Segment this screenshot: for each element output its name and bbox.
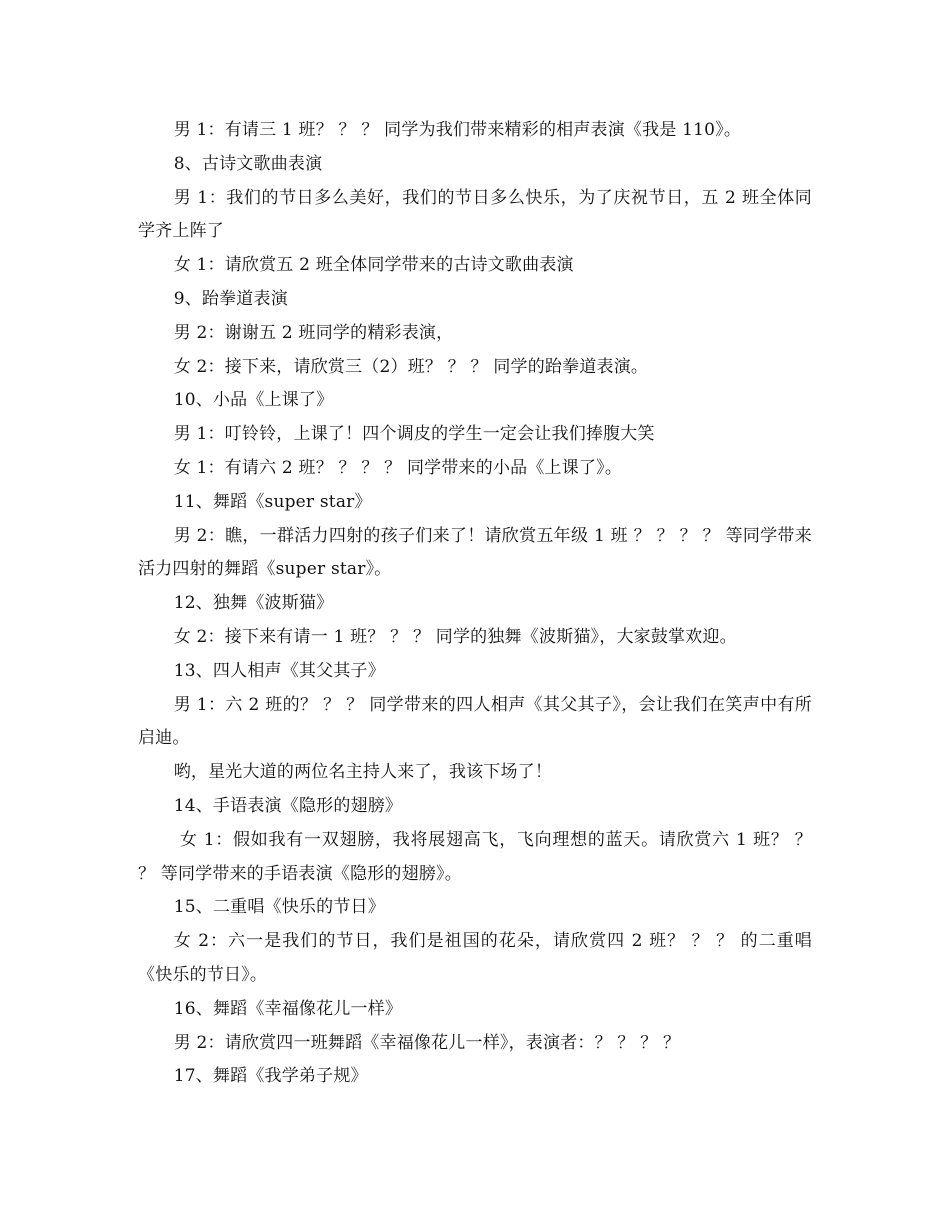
section-heading-14: 14、手语表演《隐形的翅膀》 <box>173 795 403 816</box>
section-heading-11: 11、舞蹈《super star》 <box>173 491 372 512</box>
paragraph-1: 男 1：有请三 1 班？ ？ ？ 同学为我们带来精彩的相声表演《我是 110》。 <box>173 120 742 140</box>
section-heading-8: 8、古诗文歌曲表演 <box>173 153 323 174</box>
section-heading-13: 13、四人相声《其父其子》 <box>173 660 385 681</box>
paragraph-9: 男 1：叮铃铃，上课了！四个调皮的学生一定会让我们捧腹大笑 <box>173 424 655 445</box>
paragraph-4: 女 1：请欣赏五 2 班全体同学带来的古诗文歌曲表演 <box>173 255 574 276</box>
paragraph-10: 女 1：有请六 2 班？ ？ ？ ？ 同学带来的小品《上课了》。 <box>173 457 623 478</box>
section-heading-15: 15、二重唱《快乐的节日》 <box>173 897 385 918</box>
paragraph-23: 男 2：请欣赏四一班舞蹈《幸福像花儿一样》，表演者：？ ？ ？ ？ <box>173 1032 681 1053</box>
paragraph-12: 男 2：瞧，一群活力四射的孩子们来了！请欣赏五年级 1 班 ？ ？ ？ ？ 等同学带来活力四射的舞蹈《super star》。 <box>138 525 812 580</box>
section-heading-9: 9、跆拳道表演 <box>173 288 288 309</box>
paragraph-17: 哟，星光大道的两位名主持人来了，我该下场了！ <box>173 762 553 783</box>
paragraph-7: 女 2：接下来，请欣赏三（2）班？ ？ ？ 同学的跆拳道表演。 <box>173 356 649 377</box>
section-heading-12: 12、独舞《波斯猫》 <box>173 593 334 614</box>
paragraph-6: 男 2：谢谢五 2 班同学的精彩表演， <box>173 322 454 343</box>
document-body <box>138 114 818 1094</box>
paragraph-19: 女 1：假如我有一双翅膀，我将展翅高飞，飞向理想的蓝天。请欣赏六 1 班？ ？ ？ 等同学带来的手语表演《隐形的翅膀》。 <box>138 829 818 884</box>
section-heading-16: 16、舞蹈《幸福像花儿一样》 <box>173 998 403 1019</box>
paragraph-3: 男 1：我们的节日多么美好，我们的节日多么快乐，为了庆祝节日，五 2 班全体同学齐上阵了 <box>138 187 812 242</box>
section-heading-17: 17、舞蹈《我学弟子规》 <box>173 1066 368 1087</box>
paragraph-16: 男 1：六 2 班的？ ？ ？ 同学带来的四人相声《其父其子》，会让我们在笑声中有所启迪。 <box>138 694 812 749</box>
paragraph-21: 女 2：六一是我们的节日，我们是祖国的花朵，请欣赏四 2 班？ ？ ？ 的二重唱《快乐的节日》。 <box>138 931 812 985</box>
section-heading-10: 10、小品《上课了》 <box>173 390 334 411</box>
paragraph-14: 女 2：接下来有请一 1 班？ ？ ？ 同学的独舞《波斯猫》，大家鼓掌欢迎。 <box>173 626 737 647</box>
